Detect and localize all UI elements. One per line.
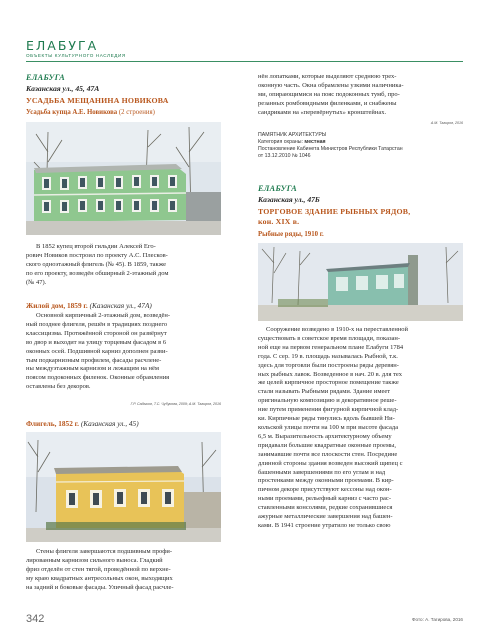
text-line: лированным карнизом сильного выноса. Гладкий [26, 556, 163, 564]
category-prefix: Категория охраны: [258, 139, 303, 145]
text-line: фриз отделён от стен тягой, проведённой по верхне- [26, 565, 171, 573]
text-line: оригинальную композицию и декоративное реше- [258, 397, 397, 405]
photo-credit-footer: Фото: А. Тагирова, 2016 [412, 617, 463, 622]
text-line: ными проемами, рельефный карниз с часто рас- [258, 495, 391, 503]
fish-rows-description [258, 326, 463, 531]
fligel-section-title [26, 419, 139, 428]
text-line: нён лопатками, которые выделяют среднюю трех- [258, 73, 397, 80]
fligel-description [26, 548, 221, 593]
text-line: 6,5 м. Выразительность архитектурному объему [258, 432, 392, 440]
text-line: В 1852 купец второй гильдии Алексей Его- [36, 243, 156, 250]
text-line: ки. Кирпичные ряды тянулись вдоль бывшей Ни- [258, 415, 395, 423]
text-line: оконных осей. Подшивной карниз дополнен разви- [26, 347, 168, 355]
protection-category [258, 139, 463, 146]
text-line: (№ 47). [26, 278, 47, 286]
fligel-title-note: (Казанская ул., 45) [80, 419, 139, 428]
right-heading-line-1: ТОРГОВОЕ ЗДАНИЕ РЫБНЫХ РЯДОВ, [258, 207, 411, 216]
photo-fish-rows [258, 243, 463, 321]
monument-label: ПАМЯТНИК АРХИТЕКТУРЫ [258, 132, 327, 138]
left-city-label: ЕЛАБУГА [26, 73, 65, 82]
decree-line-1: Постановление Кабинета Министров Республики Татарстан [258, 146, 403, 152]
house-section-title [26, 301, 152, 310]
monument-info [258, 132, 463, 160]
text-line: во двор и выходит на улицу торцевым фасадом в 6 [26, 338, 167, 346]
right-address: Казанская ул., 47Б [258, 195, 320, 204]
text-line: занимавшие почти все плоскости стен. Посредине [258, 450, 398, 458]
text-line: сандриками на «перевёрнутых» кронштейнах. [258, 108, 387, 116]
text-line: тым подкарнизным профилем, фасады расчлене- [26, 356, 162, 364]
left-subheading-main: Усадьба купца А.Е. Новикова [26, 109, 118, 116]
left-address: Казанская ул., 45, 47А [26, 84, 100, 93]
text-line: классицизма. Протяжённой стороной он развёрнут [26, 329, 167, 337]
left-intro-text [26, 243, 221, 288]
text-line: Сооружение возведено в 1910-х на переставленной [266, 326, 409, 333]
right-city-label: ЕЛАБУГА [258, 184, 297, 193]
left-heading: УСАДЬБА МЕЩАНИНА НОВИКОВА [26, 96, 169, 105]
text-line: оставлены без декоров. [26, 383, 91, 391]
text-line: Основной кирпичный 2-этажный дом, возведён- [36, 312, 171, 319]
text-line: же целей кирпичное просторное помещение также [258, 379, 399, 387]
text-line: му краю квадратных антресольных окон, выходящих [26, 574, 173, 582]
text-line: ского одноэтажный флигель (№ 45). В 1859, также [26, 260, 166, 268]
text-line: ны междуэтажным карнизом и лежащим на нём [26, 365, 160, 373]
text-line: кольской улицы почти на 100 м при высоте фасада [258, 423, 399, 431]
fligel-description-continued [258, 73, 463, 118]
text-line: ками. В 1941 строение утратило не только свою [258, 521, 391, 529]
text-line: ный позднее флигеля, решён в традициях позднего [26, 320, 168, 328]
photo-credit-1: Г.Р. Садыков, Т.С. Чубукова, 2009; А.М. Тагиров, 2016 [130, 402, 221, 406]
page-number: 342 [26, 613, 45, 625]
text-line: ных рыбных лавок. Возведенное в нач. 20 в. для тех [258, 370, 402, 378]
text-line: придавали большие квадратные оконные проемы, [258, 441, 397, 449]
text-line: длинной стороны здания возведен высокий щипец с [258, 459, 403, 467]
photo-novikov-house [26, 122, 221, 235]
text-line: существовать в советское время площади, показан- [258, 334, 401, 342]
fligel-title-main: Флигель, 1852 г. [26, 419, 79, 428]
house-title-main: Жилой дом, 1859 г. [26, 301, 88, 310]
text-line: башенными завершениями по его углам и над [258, 468, 386, 476]
text-line: ми, опирающимися на пояс подоконных тумб, про- [258, 90, 400, 98]
text-line: стали называть Рыбными рядами. Здание имеет [258, 388, 391, 396]
text-line: года. С сер. 19 в. площадь называлась Рыбной, т.к. [258, 352, 398, 360]
left-subheading [26, 109, 155, 116]
photo-credit-2: А.М. Тагиров, 2016 [430, 121, 463, 125]
text-line: поясом подоконных филенок. Оконные обрамления [26, 374, 170, 382]
text-line: ние путем применения фигурной кирпичной клад- [258, 406, 399, 414]
text-line: резанных ромбовидными филенками, и снабжены [258, 99, 397, 107]
text-line: по его проекту, возведён обширный 2-этажный дом [26, 269, 169, 277]
text-line: пичном декоре присутствуют кессоны над окон- [258, 486, 392, 494]
left-subheading-note: (2 строения) [118, 109, 155, 116]
header-divider [26, 61, 463, 62]
category-value: местная [304, 139, 326, 145]
text-line: ажурные металлические завершения над башен- [258, 513, 393, 521]
house-title-note: (Казанская ул., 47А) [89, 301, 152, 310]
text-line: Стены флигеля завершаются подшивным профи- [36, 548, 173, 555]
right-heading-line-2: кон. XIX в. [258, 217, 300, 226]
text-line: на задний и боковые фасады. Уличный фасад расчле- [26, 583, 174, 591]
right-subheading: Рыбные ряды, 1910 г. [258, 231, 324, 238]
text-line: ставленными консолями, редкие сохранившиеся [258, 504, 393, 512]
house-description [26, 312, 221, 392]
photo-fligel [26, 432, 221, 542]
text-line: простенками между оконными проемами. В кир- [258, 477, 394, 485]
text-line: ной еще на первом генеральном плане Елабуги 1784 [258, 343, 404, 351]
page-header-title: ЕЛАБУГА [26, 38, 99, 53]
decree-line-2: от 13.12.2010 № 1046 [258, 153, 311, 159]
text-line: здесь для торговли были построены ряды деревян- [258, 361, 399, 369]
text-line: оконную часть. Окна обрамлены узкими наличника- [258, 81, 404, 89]
text-line: рович Новиков построил по проекту А.С. Плесков- [26, 251, 168, 259]
page-header-subtitle: ОБЪЕКТЫ КУЛЬТУРНОГО НАСЛЕДИЯ [26, 53, 126, 58]
